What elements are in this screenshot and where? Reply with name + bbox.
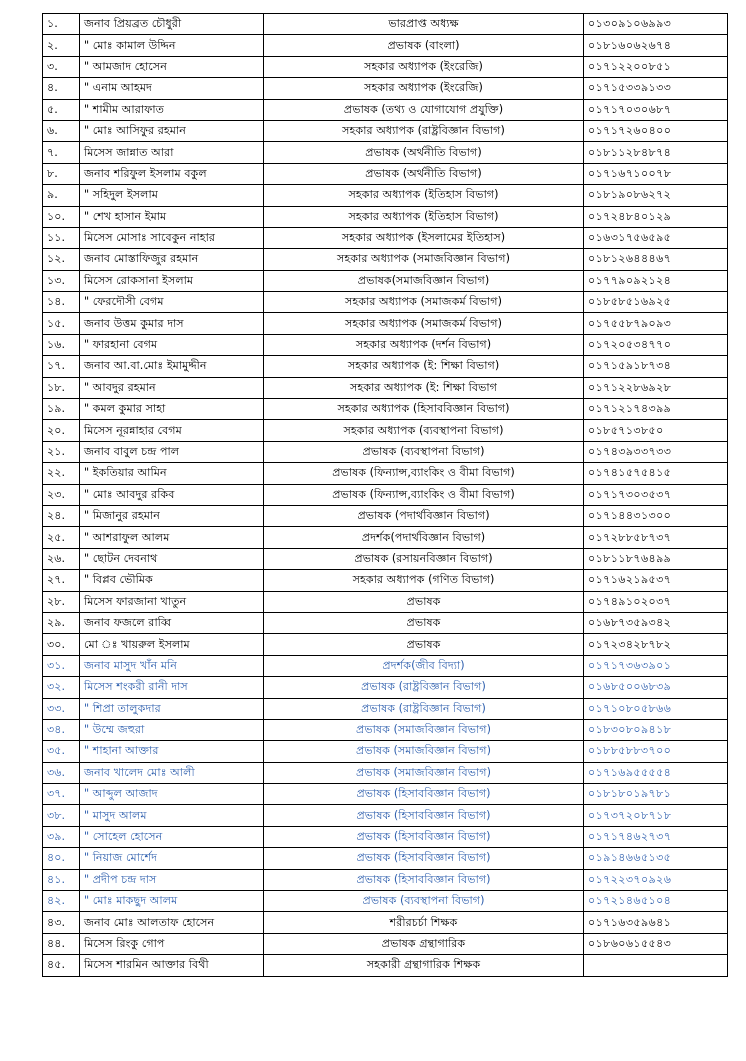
serial-cell: ৪.: [43, 78, 80, 99]
table-row: [43, 206, 728, 227]
serial-cell: ৩৯.: [43, 826, 80, 847]
name-cell: " ফারহানা বেগম: [80, 334, 264, 355]
designation-cell: সহকার অধ্যাপক (ব্যবস্থাপনা বিভাগ): [264, 420, 584, 441]
phone-cell: ০১৭১২১৭৪৩৯৯: [584, 399, 728, 420]
phone-cell: ০১৮১৮০১৯৭৮১: [584, 784, 728, 805]
table-row: [43, 292, 728, 313]
table-row: [43, 14, 728, 35]
serial-cell: ৪১.: [43, 869, 80, 890]
serial-cell: ২২.: [43, 463, 80, 484]
designation-cell: সহকার অধ্যাপক (সমাজবিজ্ঞান বিভাগ): [264, 249, 584, 270]
name-cell: জনাব ফজলে রাব্বি: [80, 612, 264, 633]
designation-cell: প্রভাষক (ফিন্যান্স,ব্যাংকিং ও বীমা বিভাগ): [264, 463, 584, 484]
table-row: [43, 933, 728, 954]
table-row: [43, 826, 728, 847]
phone-cell: ০১৭১৭০৩০৬৮৭: [584, 99, 728, 120]
designation-cell: শরীরচর্চা শিক্ষক: [264, 912, 584, 933]
designation-cell: সহকার অধ্যাপক (দর্শন বিভাগ): [264, 334, 584, 355]
table-row: [43, 35, 728, 56]
table-row: [43, 869, 728, 890]
designation-cell: সহকার অধ্যাপক (ইংরেজি): [264, 56, 584, 77]
phone-cell: ০১৭৪৯১০২০৩৭: [584, 591, 728, 612]
table-row: [43, 120, 728, 141]
phone-cell: ০১৭১৭২৬০৪০০: [584, 120, 728, 141]
table-row: [43, 227, 728, 248]
serial-cell: ৪৫.: [43, 955, 80, 976]
phone-cell: ০১৯১৪৬৬৫১৩৫: [584, 848, 728, 869]
name-cell: জনাব খালেদ মোঃ আলী: [80, 762, 264, 783]
serial-cell: ৪৪.: [43, 933, 80, 954]
serial-cell: ২৪.: [43, 505, 80, 526]
serial-cell: ২৫.: [43, 527, 80, 548]
serial-cell: ৪৩.: [43, 912, 80, 933]
serial-cell: ১.: [43, 14, 80, 35]
phone-cell: ০১৭১৭৪৬২৭৩৭: [584, 826, 728, 847]
name-cell: জনাব প্রিয়ব্রত চৌধুরী: [80, 14, 264, 35]
staff-table: [42, 13, 728, 977]
table-row: [43, 548, 728, 569]
table-row: [43, 591, 728, 612]
name-cell: মিসেস ফারজানা খাতুন: [80, 591, 264, 612]
phone-cell: ০১৭২০৫৩৪৭৭০: [584, 334, 728, 355]
designation-cell: সহকার অধ্যাপক (ইতিহাস বিভাগ): [264, 206, 584, 227]
name-cell: জনাব আ.বা.মোঃ ইমামুদ্দীন: [80, 356, 264, 377]
serial-cell: ১১.: [43, 227, 80, 248]
table-row: [43, 784, 728, 805]
table-row: [43, 484, 728, 505]
serial-cell: ৩০.: [43, 634, 80, 655]
serial-cell: ২.: [43, 35, 80, 56]
name-cell: " শামীম আরাফাত: [80, 99, 264, 120]
phone-cell: ০১৭২৩৪২৮৭৮২: [584, 634, 728, 655]
designation-cell: সহকার অধ্যাপক (ইংরেজি): [264, 78, 584, 99]
name-cell: " মাসুদ আলম: [80, 805, 264, 826]
serial-cell: ১৮.: [43, 377, 80, 398]
designation-cell: প্রভাষক (রাষ্ট্রবিজ্ঞান বিভাগ): [264, 698, 584, 719]
phone-cell: ০১৭১৬৭১০০৭৮: [584, 163, 728, 184]
designation-cell: প্রভাষক (রাষ্ট্রবিজ্ঞান বিভাগ): [264, 677, 584, 698]
designation-cell: প্রভাষক: [264, 591, 584, 612]
serial-cell: ১৭.: [43, 356, 80, 377]
designation-cell: প্রভাষক (হিসাববিজ্ঞান বিভাগ): [264, 869, 584, 890]
phone-cell: ০১৭১৬৩৫৯৬৪১: [584, 912, 728, 933]
name-cell: মো ঃ খায়রুল ইসলাম: [80, 634, 264, 655]
serial-cell: ১৩.: [43, 270, 80, 291]
serial-cell: ৮.: [43, 163, 80, 184]
phone-cell: [584, 955, 728, 976]
name-cell: " নিয়াজ মোর্শেদ: [80, 848, 264, 869]
designation-cell: সহকার অধ্যাপক (ইতিহাস বিভাগ): [264, 185, 584, 206]
name-cell: " শেখ হাসান ইমাম: [80, 206, 264, 227]
serial-cell: ১৫.: [43, 313, 80, 334]
name-cell: মিসেস মোসাঃ সাবেকুন নাহার: [80, 227, 264, 248]
name-cell: " আমজাদ হোসেন: [80, 56, 264, 77]
serial-cell: ৪০.: [43, 848, 80, 869]
serial-cell: ৩৫.: [43, 741, 80, 762]
name-cell: মিসেস রোকসানা ইসলাম: [80, 270, 264, 291]
serial-cell: ১২.: [43, 249, 80, 270]
serial-cell: ৯.: [43, 185, 80, 206]
designation-cell: প্রভাষক (হিসাববিজ্ঞান বিভাগ): [264, 784, 584, 805]
name-cell: " শাহানা আক্তার: [80, 741, 264, 762]
name-cell: " আব্দুল আজাদ: [80, 784, 264, 805]
designation-cell: সহকার অধ্যাপক (রাষ্ট্রবিজ্ঞান বিভাগ): [264, 120, 584, 141]
table-row: [43, 805, 728, 826]
serial-cell: ২৯.: [43, 612, 80, 633]
phone-cell: ০১৮১২৬৪৪৪৬৭: [584, 249, 728, 270]
serial-cell: ২৩.: [43, 484, 80, 505]
designation-cell: প্রভাষক (ব্যবস্থাপনা বিভাগ): [264, 441, 584, 462]
serial-cell: ৩৮.: [43, 805, 80, 826]
serial-cell: ৩১.: [43, 655, 80, 676]
serial-cell: ২০.: [43, 420, 80, 441]
phone-cell: ০১৭১০৮০৫৮৬৬: [584, 698, 728, 719]
phone-cell: ০১৭১২২৮৬৯২৮: [584, 377, 728, 398]
table-row: [43, 655, 728, 676]
table-row: [43, 185, 728, 206]
name-cell: জনাব বাবুল চন্দ্র পাল: [80, 441, 264, 462]
serial-cell: ২৮.: [43, 591, 80, 612]
designation-cell: প্রভাষক (পদার্থবিজ্ঞান বিভাগ): [264, 505, 584, 526]
designation-cell: প্রভাষক (রসায়নবিজ্ঞান বিভাগ): [264, 548, 584, 569]
designation-cell: সহকারী গ্রন্থাগারিক শিক্ষক: [264, 955, 584, 976]
designation-cell: প্রভাষক (হিসাববিজ্ঞান বিভাগ): [264, 848, 584, 869]
phone-cell: ০১৭৩৭২০৮৭১৮: [584, 805, 728, 826]
serial-cell: ৩.: [43, 56, 80, 77]
name-cell: " মোঃ আসিফুর রহমান: [80, 120, 264, 141]
table-row: [43, 56, 728, 77]
designation-cell: সহকার অধ্যাপক (হিসাববিজ্ঞান বিভাগ): [264, 399, 584, 420]
designation-cell: প্রভাষক (সমাজবিজ্ঞান বিভাগ): [264, 762, 584, 783]
designation-cell: প্রদর্শক(পদার্থবিজ্ঞান বিভাগ): [264, 527, 584, 548]
table-row: [43, 848, 728, 869]
name-cell: " আবদুর রহমান: [80, 377, 264, 398]
name-cell: জনাব মোঃ আলতাফ হোসেন: [80, 912, 264, 933]
name-cell: " ইকতিয়ার আমিন: [80, 463, 264, 484]
name-cell: " সহিদুল ইসলাম: [80, 185, 264, 206]
designation-cell: প্রভাষক (অর্থনীতি বিভাগ): [264, 142, 584, 163]
serial-cell: ১৬.: [43, 334, 80, 355]
phone-cell: ০১৮৮৫৮৮৩৭০০: [584, 741, 728, 762]
name-cell: মিসেস জান্নাত আরা: [80, 142, 264, 163]
name-cell: মিসেস নূরন্নাহার বেগম: [80, 420, 264, 441]
table-row: [43, 719, 728, 740]
name-cell: " মিজানুর রহমান: [80, 505, 264, 526]
table-row: [43, 420, 728, 441]
table-row: [43, 142, 728, 163]
designation-cell: সহকার অধ্যাপক (ই: শিক্ষা বিভাগ: [264, 377, 584, 398]
table-row: [43, 612, 728, 633]
phone-cell: ০১৩০৯১০৬৯৯৩: [584, 14, 728, 35]
name-cell: " ছোটন দেবনাথ: [80, 548, 264, 569]
phone-cell: ০১৮৬০৬১৫৫৪৩: [584, 933, 728, 954]
table-row: [43, 163, 728, 184]
name-cell: মিসেস শারমিন আক্তার বিথী: [80, 955, 264, 976]
serial-cell: ৫.: [43, 99, 80, 120]
designation-cell: প্রভাষক (তথ্য ও যোগাযোগ প্রযুক্তি): [264, 99, 584, 120]
table-row: [43, 313, 728, 334]
serial-cell: ৪২.: [43, 891, 80, 912]
table-row: [43, 463, 728, 484]
serial-cell: ৩২.: [43, 677, 80, 698]
name-cell: " বিপ্লব ভৌমিক: [80, 570, 264, 591]
phone-cell: ০১৭১৭৩৬৩৯০১: [584, 655, 728, 676]
table-row: [43, 270, 728, 291]
name-cell: মিসেস শংকরী রানী দাস: [80, 677, 264, 698]
name-cell: " মোঃ মাকছুদ আলম: [80, 891, 264, 912]
phone-cell: ০১৭১৭৩০৩৫৩৭: [584, 484, 728, 505]
phone-cell: ০১৮৫৮৫১৬৯২৫: [584, 292, 728, 313]
table-row: [43, 677, 728, 698]
phone-cell: ০১৮৫৭১৩৮৫০: [584, 420, 728, 441]
table-row: [43, 634, 728, 655]
serial-cell: ২৭.: [43, 570, 80, 591]
designation-cell: প্রভাষক (ব্যবস্থাপনা বিভাগ): [264, 891, 584, 912]
name-cell: " কমল কুমার সাহা: [80, 399, 264, 420]
table-row: [43, 527, 728, 548]
table-row: [43, 441, 728, 462]
serial-cell: ৩৩.: [43, 698, 80, 719]
phone-cell: ০১৮৩০৮০৯৪১৮: [584, 719, 728, 740]
phone-cell: ০১৭৪১৫৭৫৪১৫: [584, 463, 728, 484]
phone-cell: ০১৬৮৭৩৫৯৩৪২: [584, 612, 728, 633]
table-row: [43, 99, 728, 120]
designation-cell: প্রভাষক (হিসাববিজ্ঞান বিভাগ): [264, 805, 584, 826]
designation-cell: সহকার অধ্যাপক (গণিত বিভাগ): [264, 570, 584, 591]
table-row: [43, 78, 728, 99]
phone-cell: ০১৭৫৫৮৭৯০৯৩: [584, 313, 728, 334]
serial-cell: ৩৭.: [43, 784, 80, 805]
name-cell: জনাব মোস্তাফিজুর রহমান: [80, 249, 264, 270]
phone-cell: ০১৮১৯০৮৬২৭২: [584, 185, 728, 206]
name-cell: " আশরাফুল আলম: [80, 527, 264, 548]
table-row: [43, 399, 728, 420]
phone-cell: ০১৭৭৯০৯২১২৪: [584, 270, 728, 291]
name-cell: " ফেরদৌসী বেগম: [80, 292, 264, 313]
table-row: [43, 912, 728, 933]
name-cell: " প্রদীপ চন্দ্র দাস: [80, 869, 264, 890]
designation-cell: প্রভাষক (অর্থনীতি বিভাগ): [264, 163, 584, 184]
name-cell: " উম্মে জহুরা: [80, 719, 264, 740]
phone-cell: ০১৭১৫৩৩৯১৩৩: [584, 78, 728, 99]
designation-cell: সহকার অধ্যাপক (ই: শিক্ষা বিভাগ): [264, 356, 584, 377]
name-cell: " এনাম আহমদ: [80, 78, 264, 99]
table-row: [43, 249, 728, 270]
designation-cell: সহকার অধ্যাপক (সমাজকর্ম বিভাগ): [264, 313, 584, 334]
staff-table-body: [43, 14, 728, 977]
designation-cell: সহকার অধ্যাপক (ইসলামের ইতিহাস): [264, 227, 584, 248]
designation-cell: প্রভাষক(সমাজবিজ্ঞান বিভাগ): [264, 270, 584, 291]
designation-cell: প্রভাষক গ্রন্থাগারিক: [264, 933, 584, 954]
name-cell: " সোহেল হোসেন: [80, 826, 264, 847]
name-cell: " শিপ্রা তালুকদার: [80, 698, 264, 719]
serial-cell: ২৬.: [43, 548, 80, 569]
name-cell: জনাব শরিফুল ইসলাম বকুল: [80, 163, 264, 184]
table-row: [43, 570, 728, 591]
serial-cell: ২১.: [43, 441, 80, 462]
phone-cell: ০১৭২৪৮৪০১২৯: [584, 206, 728, 227]
designation-cell: প্রভাষক: [264, 612, 584, 633]
phone-cell: ০১৭১৬৯৫৫৫৫৪: [584, 762, 728, 783]
phone-cell: ০১৭২৮৮৫৮৭৩৭: [584, 527, 728, 548]
phone-cell: ০১৮১১২৮৪৮৭৪: [584, 142, 728, 163]
table-row: [43, 955, 728, 976]
phone-cell: ০১৭১৬২১৯৫৩৭: [584, 570, 728, 591]
designation-cell: সহকার অধ্যাপক (সমাজকর্ম বিভাগ): [264, 292, 584, 313]
designation-cell: প্রদর্শক(জীব বিদ্যা): [264, 655, 584, 676]
designation-cell: ভারপ্রাপ্ত অধ্যক্ষ: [264, 14, 584, 35]
phone-cell: ০১৭২১৪৬৫১০৪: [584, 891, 728, 912]
phone-cell: ০১৬৩১৭৫৬৫৯৫: [584, 227, 728, 248]
phone-cell: ০১৭১২২০০৮৫১: [584, 56, 728, 77]
phone-cell: ০১৭১৪৪৩১৩০০: [584, 505, 728, 526]
designation-cell: প্রভাষক: [264, 634, 584, 655]
name-cell: " মোঃ আবদুর রকিব: [80, 484, 264, 505]
table-row: [43, 377, 728, 398]
phone-cell: ০১৮১১৮৭৬৪৯৯: [584, 548, 728, 569]
designation-cell: প্রভাষক (সমাজবিজ্ঞান বিভাগ): [264, 719, 584, 740]
serial-cell: ১০.: [43, 206, 80, 227]
name-cell: জনাব উত্তম কুমার দাস: [80, 313, 264, 334]
name-cell: " মোঃ কামাল উদ্দিন: [80, 35, 264, 56]
designation-cell: প্রভাষক (সমাজবিজ্ঞান বিভাগ): [264, 741, 584, 762]
table-row: [43, 698, 728, 719]
serial-cell: ৩৪.: [43, 719, 80, 740]
phone-cell: ০১৭২২৩৭০৯২৬: [584, 869, 728, 890]
table-row: [43, 334, 728, 355]
phone-cell: ০১৮১৬০৬২৬৭৪: [584, 35, 728, 56]
table-row: [43, 891, 728, 912]
name-cell: মিসেস রিংকু গোপ: [80, 933, 264, 954]
serial-cell: ৭.: [43, 142, 80, 163]
designation-cell: প্রভাষক (হিসাববিজ্ঞান বিভাগ): [264, 826, 584, 847]
phone-cell: ০১৬৮৫০০৬৮৩৯: [584, 677, 728, 698]
serial-cell: ১৯.: [43, 399, 80, 420]
table-row: [43, 505, 728, 526]
name-cell: জনাব মাসুদ খাঁন মনি: [80, 655, 264, 676]
serial-cell: ১৪.: [43, 292, 80, 313]
table-row: [43, 741, 728, 762]
phone-cell: ০১৭৪৩৯৩৩৭৩৩: [584, 441, 728, 462]
designation-cell: প্রভাষক (ফিন্যান্স,ব্যাংকিং ও বীমা বিভাগ): [264, 484, 584, 505]
table-row: [43, 762, 728, 783]
serial-cell: ৬.: [43, 120, 80, 141]
designation-cell: প্রভাষক (বাংলা): [264, 35, 584, 56]
table-row: [43, 356, 728, 377]
serial-cell: ৩৬.: [43, 762, 80, 783]
phone-cell: ০১৭১৫৯১৮৭৩৪: [584, 356, 728, 377]
